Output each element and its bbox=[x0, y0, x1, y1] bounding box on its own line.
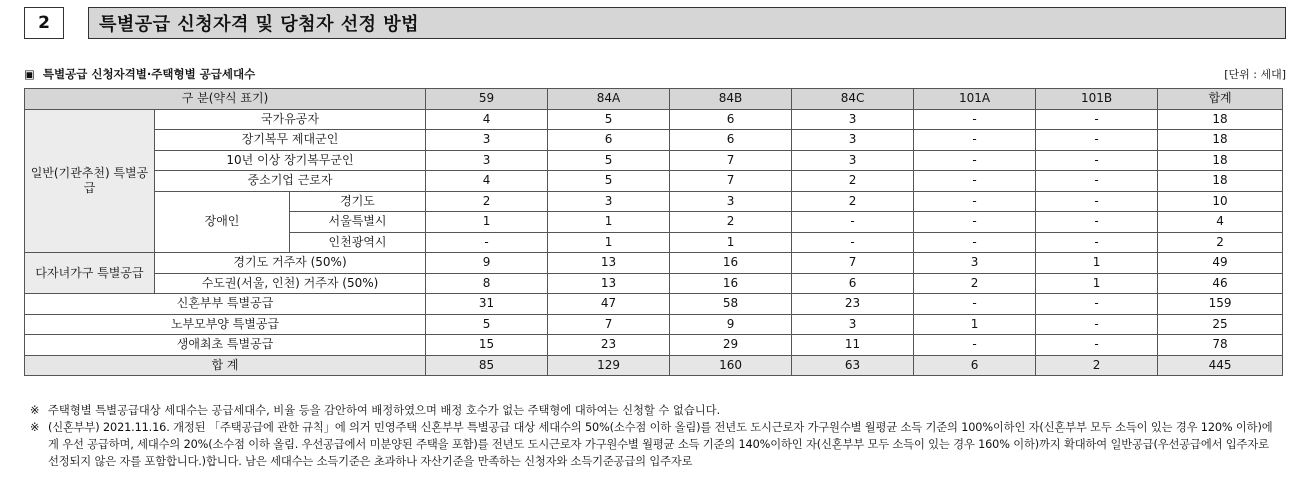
cell: - bbox=[1036, 314, 1158, 335]
cell: 2 bbox=[914, 273, 1036, 294]
cell: 2 bbox=[792, 171, 914, 192]
cell: 6 bbox=[548, 130, 670, 151]
cell: 6 bbox=[670, 130, 792, 151]
table-header-row bbox=[25, 89, 1283, 110]
cell: 3 bbox=[792, 314, 914, 335]
cell: 1 bbox=[914, 314, 1036, 335]
cell: - bbox=[1036, 150, 1158, 171]
table-row bbox=[25, 109, 1283, 130]
sum-cell: 2 bbox=[1036, 355, 1158, 376]
cell: 4 bbox=[426, 171, 548, 192]
cell: 29 bbox=[670, 335, 792, 356]
row-total: 10 bbox=[1158, 191, 1283, 212]
cell: - bbox=[1036, 109, 1158, 130]
header-type: 84C bbox=[792, 89, 914, 110]
cell: 7 bbox=[670, 150, 792, 171]
cell: 1 bbox=[1036, 253, 1158, 274]
cell: - bbox=[914, 212, 1036, 233]
cell: 58 bbox=[670, 294, 792, 315]
cell: 13 bbox=[548, 273, 670, 294]
sum-total: 445 bbox=[1158, 355, 1283, 376]
table-row bbox=[25, 314, 1283, 335]
table-row bbox=[25, 273, 1283, 294]
note-text: (신혼부부) 2021.11.16. 개정된 「주택공급에 관한 규칙」에 의거 민영주택 신혼부부 특별공급 대상 세대수의 50%(소수점 이하 올림)를 전년도 도시근로자 가구원수별 월평균 소득 기준의 100%이하인 자(신혼부부 모두 소득이 있는 경우 120% 이하)에게 우선 공급하며, 세대수의 20%(소수점 이하 올림. 우선공급에서 미분양된 주택을 포함)를 전년도 도시근로자 가구원수별 월평균 소득 기준의 140%이하인 자(신혼부부 모두 소득이 있는 경우 160% 이하)까지 확대하여 일반공급(우선공급에서 입주자로 선정되지 않은 자를 포함합니다.)합니다. 남은 세대수는 소득기준은 초과하나 자산기준을 만족하는 신청자와 소득기준공급의 입주자로 bbox=[48, 421, 1273, 468]
row-label: 중소기업 근로자 bbox=[155, 171, 426, 192]
table-row bbox=[25, 150, 1283, 171]
sum-cell: 129 bbox=[548, 355, 670, 376]
cell: - bbox=[1036, 171, 1158, 192]
cell: 3 bbox=[426, 150, 548, 171]
cell: 7 bbox=[670, 171, 792, 192]
sum-cell: 85 bbox=[426, 355, 548, 376]
row-label: 인천광역시 bbox=[290, 232, 426, 253]
cell: 4 bbox=[426, 109, 548, 130]
table-row bbox=[25, 130, 1283, 151]
reference-mark-icon: ※ bbox=[30, 404, 40, 417]
cell: 2 bbox=[792, 191, 914, 212]
cell: - bbox=[1036, 335, 1158, 356]
square-bullet-icon: ▣ bbox=[24, 67, 35, 81]
row-label: 노부모부양 특별공급 bbox=[25, 314, 426, 335]
cell: - bbox=[914, 335, 1036, 356]
cell: 7 bbox=[792, 253, 914, 274]
cell: 23 bbox=[548, 335, 670, 356]
row-total: 2 bbox=[1158, 232, 1283, 253]
sum-cell: 6 bbox=[914, 355, 1036, 376]
cell: 1 bbox=[548, 232, 670, 253]
cell: 3 bbox=[792, 109, 914, 130]
table-row bbox=[25, 335, 1283, 356]
row-label: 생애최초 특별공급 bbox=[25, 335, 426, 356]
table-total-row bbox=[25, 355, 1283, 376]
row-total: 18 bbox=[1158, 130, 1283, 151]
table-row bbox=[25, 191, 1283, 212]
sum-cell: 160 bbox=[670, 355, 792, 376]
table-row bbox=[25, 171, 1283, 192]
header-type: 84B bbox=[670, 89, 792, 110]
row-label: 국가유공자 bbox=[155, 109, 426, 130]
cell: - bbox=[1036, 294, 1158, 315]
row-total: 4 bbox=[1158, 212, 1283, 233]
cell: 5 bbox=[426, 314, 548, 335]
row-label: 경기도 bbox=[290, 191, 426, 212]
cell: - bbox=[1036, 191, 1158, 212]
group-multichild-label: 다자녀가구 특별공급 bbox=[25, 253, 155, 294]
row-total: 25 bbox=[1158, 314, 1283, 335]
supply-table bbox=[24, 88, 1283, 376]
row-total: 46 bbox=[1158, 273, 1283, 294]
sum-label: 합 계 bbox=[25, 355, 426, 376]
note-text: 주택형별 특별공급대상 세대수는 공급세대수, 비율 등을 감안하여 배정하였으며 배정 호수가 없는 주택형에 대하여는 신청할 수 없습니다. bbox=[48, 404, 721, 417]
row-label: 장기복무 제대군인 bbox=[155, 130, 426, 151]
row-total: 18 bbox=[1158, 171, 1283, 192]
section-number: 2 bbox=[24, 7, 64, 39]
cell: - bbox=[914, 171, 1036, 192]
cell: 1 bbox=[1036, 273, 1158, 294]
cell: 7 bbox=[548, 314, 670, 335]
cell: 1 bbox=[548, 212, 670, 233]
row-label: 경기도 거주자 (50%) bbox=[155, 253, 426, 274]
cell: 9 bbox=[670, 314, 792, 335]
note-item bbox=[30, 419, 1282, 470]
cell: - bbox=[1036, 232, 1158, 253]
cell: 3 bbox=[792, 130, 914, 151]
cell: 6 bbox=[670, 109, 792, 130]
cell: 5 bbox=[548, 109, 670, 130]
cell: 2 bbox=[670, 212, 792, 233]
table-caption bbox=[24, 66, 1286, 82]
section-title: 특별공급 신청자격 및 당첨자 선정 방법 bbox=[88, 7, 1286, 39]
header-type: 84A bbox=[548, 89, 670, 110]
section-header bbox=[24, 7, 1286, 39]
cell: 15 bbox=[426, 335, 548, 356]
cell: - bbox=[914, 294, 1036, 315]
cell: 8 bbox=[426, 273, 548, 294]
cell: - bbox=[914, 232, 1036, 253]
cell: - bbox=[914, 109, 1036, 130]
cell: - bbox=[914, 130, 1036, 151]
header-total: 합계 bbox=[1158, 89, 1283, 110]
cell: 1 bbox=[670, 232, 792, 253]
row-label: 수도권(서울, 인천) 거주자 (50%) bbox=[155, 273, 426, 294]
row-total: 159 bbox=[1158, 294, 1283, 315]
cell: 3 bbox=[548, 191, 670, 212]
cell: 1 bbox=[426, 212, 548, 233]
notes bbox=[30, 402, 1282, 470]
cell: 16 bbox=[670, 253, 792, 274]
cell: - bbox=[426, 232, 548, 253]
cell: 3 bbox=[792, 150, 914, 171]
group-general-label: 일반(기관추천) 특별공급 bbox=[25, 109, 155, 253]
header-type: 59 bbox=[426, 89, 548, 110]
row-total: 18 bbox=[1158, 109, 1283, 130]
cell: 9 bbox=[426, 253, 548, 274]
row-total: 49 bbox=[1158, 253, 1283, 274]
cell: - bbox=[792, 232, 914, 253]
row-total: 18 bbox=[1158, 150, 1283, 171]
table-row bbox=[25, 294, 1283, 315]
header-category: 구 분(약식 표기) bbox=[25, 89, 426, 110]
cell: 3 bbox=[426, 130, 548, 151]
header-type: 101B bbox=[1036, 89, 1158, 110]
cell: 11 bbox=[792, 335, 914, 356]
cell: 16 bbox=[670, 273, 792, 294]
table-title-text: 특별공급 신청자격별·주택형별 공급세대수 bbox=[42, 67, 256, 81]
cell: 23 bbox=[792, 294, 914, 315]
cell: 47 bbox=[548, 294, 670, 315]
row-label: 서울특별시 bbox=[290, 212, 426, 233]
reference-mark-icon: ※ bbox=[30, 421, 40, 434]
cell: 6 bbox=[792, 273, 914, 294]
cell: - bbox=[914, 191, 1036, 212]
cell: - bbox=[1036, 212, 1158, 233]
unit-label: [단위 : 세대] bbox=[1224, 68, 1286, 81]
row-label: 신혼부부 특별공급 bbox=[25, 294, 426, 315]
header-type: 101A bbox=[914, 89, 1036, 110]
cell: 3 bbox=[670, 191, 792, 212]
cell: 31 bbox=[426, 294, 548, 315]
cell: 2 bbox=[426, 191, 548, 212]
cell: - bbox=[1036, 130, 1158, 151]
group-disabled-label: 장애인 bbox=[155, 191, 290, 253]
cell: - bbox=[914, 150, 1036, 171]
table-title bbox=[24, 66, 255, 82]
cell: 5 bbox=[548, 171, 670, 192]
row-label: 10년 이상 장기복무군인 bbox=[155, 150, 426, 171]
table-row bbox=[25, 253, 1283, 274]
cell: 13 bbox=[548, 253, 670, 274]
sum-cell: 63 bbox=[792, 355, 914, 376]
note-item bbox=[30, 402, 1282, 419]
cell: - bbox=[792, 212, 914, 233]
cell: 5 bbox=[548, 150, 670, 171]
cell: 3 bbox=[914, 253, 1036, 274]
row-total: 78 bbox=[1158, 335, 1283, 356]
